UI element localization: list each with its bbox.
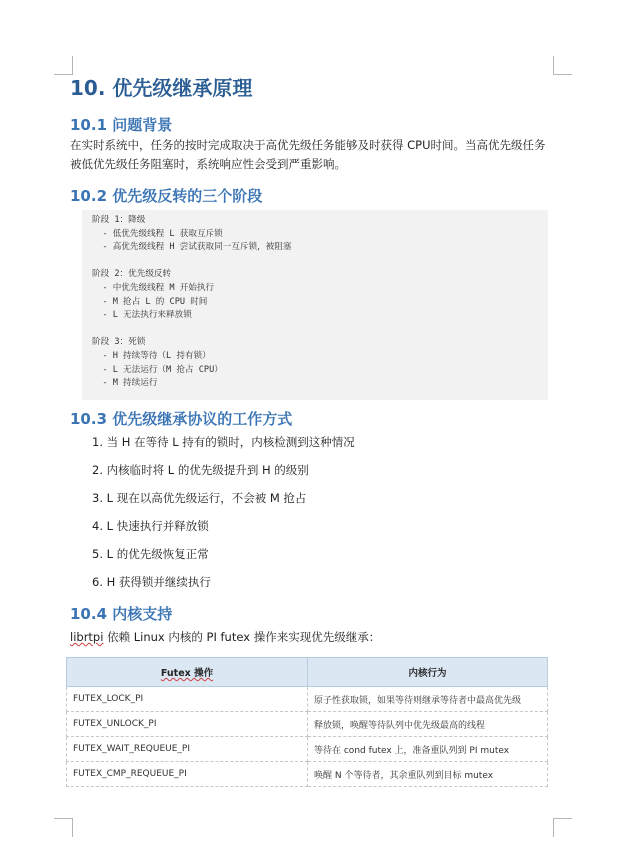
library-name: librtpi: [70, 630, 104, 644]
table-cell-behavior: 释放锁，唤醒等待队列中优先级最高的线程: [308, 712, 548, 737]
page-title: 10. 优先级继承原理: [70, 76, 253, 100]
table-header-op: [67, 658, 308, 687]
stages-code-block: 阶段 1：降级 - 低优先级线程 L 获取互斥锁 - 高优先级线程 H 尝试获取同一互斥锁，被阻塞 阶段 2：优先级反转 - 中优先级线程 M 开始执行 - M 抢占 L 的 CPU 时间 - L 无法执行来释放锁 阶段 3：死锁 - H 持续等待（L 持有锁） - L 无法运行（M 抢占 CPU） - M 持续运行: [82, 210, 548, 400]
protocol-step: 2. 内核临时将 L 的优先级提升到 H 的级别: [92, 463, 309, 477]
table-cell-op: FUTEX_CMP_REQUEUE_PI: [67, 762, 308, 787]
table-row: [67, 762, 548, 787]
protocol-step: 6. H 获得锁并继续执行: [92, 575, 211, 589]
protocol-step: 3. L 现在以高优先级运行，不会被 M 抢占: [92, 491, 307, 505]
table-header-row: [67, 658, 548, 687]
kernel-intro: [70, 629, 380, 645]
crop-mark-bottom-right: [553, 818, 572, 837]
table-cell-op: FUTEX_WAIT_REQUEUE_PI: [67, 737, 308, 762]
section-heading-stages: 10.2 优先级反转的三个阶段: [70, 187, 263, 205]
section-heading-protocol: 10.3 优先级继承协议的工作方式: [70, 410, 293, 428]
table-cell-behavior: 等待在 cond futex 上，准备重队列到 PI mutex: [308, 737, 548, 762]
header-label: Futex 操作: [160, 668, 214, 679]
section-heading-background: 10.1 问题背景: [70, 116, 173, 134]
table-cell-op: FUTEX_UNLOCK_PI: [67, 712, 308, 737]
protocol-step: 4. L 快速执行并释放锁: [92, 519, 209, 533]
section-heading-kernel: 10.4 内核支持: [70, 605, 173, 623]
kernel-intro-text: 依赖 Linux 内核的 PI futex 操作来实现优先级继承：: [103, 630, 381, 644]
crop-mark-top-right: [553, 56, 572, 75]
table-row: [67, 712, 548, 737]
table-cell-behavior: 原子性获取锁，如果等待则继承等待者中最高优先级: [308, 687, 548, 712]
background-paragraph: 在实时系统中，任务的按时完成取决于高优先级任务能够及时获得 CPU时间。当高优先级任务被低优先级任务阻塞时，系统响应性会受到严重影响。: [70, 138, 546, 171]
crop-mark-bottom-left: [54, 818, 73, 837]
futex-table: [66, 657, 548, 787]
table-row: [67, 737, 548, 762]
protocol-step: 1. 当 H 在等待 L 持有的锁时，内核检测到这种情况: [92, 435, 355, 449]
table-cell-behavior: 唤醒 N 个等待者，其余重队列到目标 mutex: [308, 762, 548, 787]
table-header-behavior: 内核行为: [308, 658, 548, 687]
protocol-step: 5. L 的优先级恢复正常: [92, 547, 209, 561]
table-cell-op: FUTEX_LOCK_PI: [67, 687, 308, 712]
table-row: [67, 687, 548, 712]
